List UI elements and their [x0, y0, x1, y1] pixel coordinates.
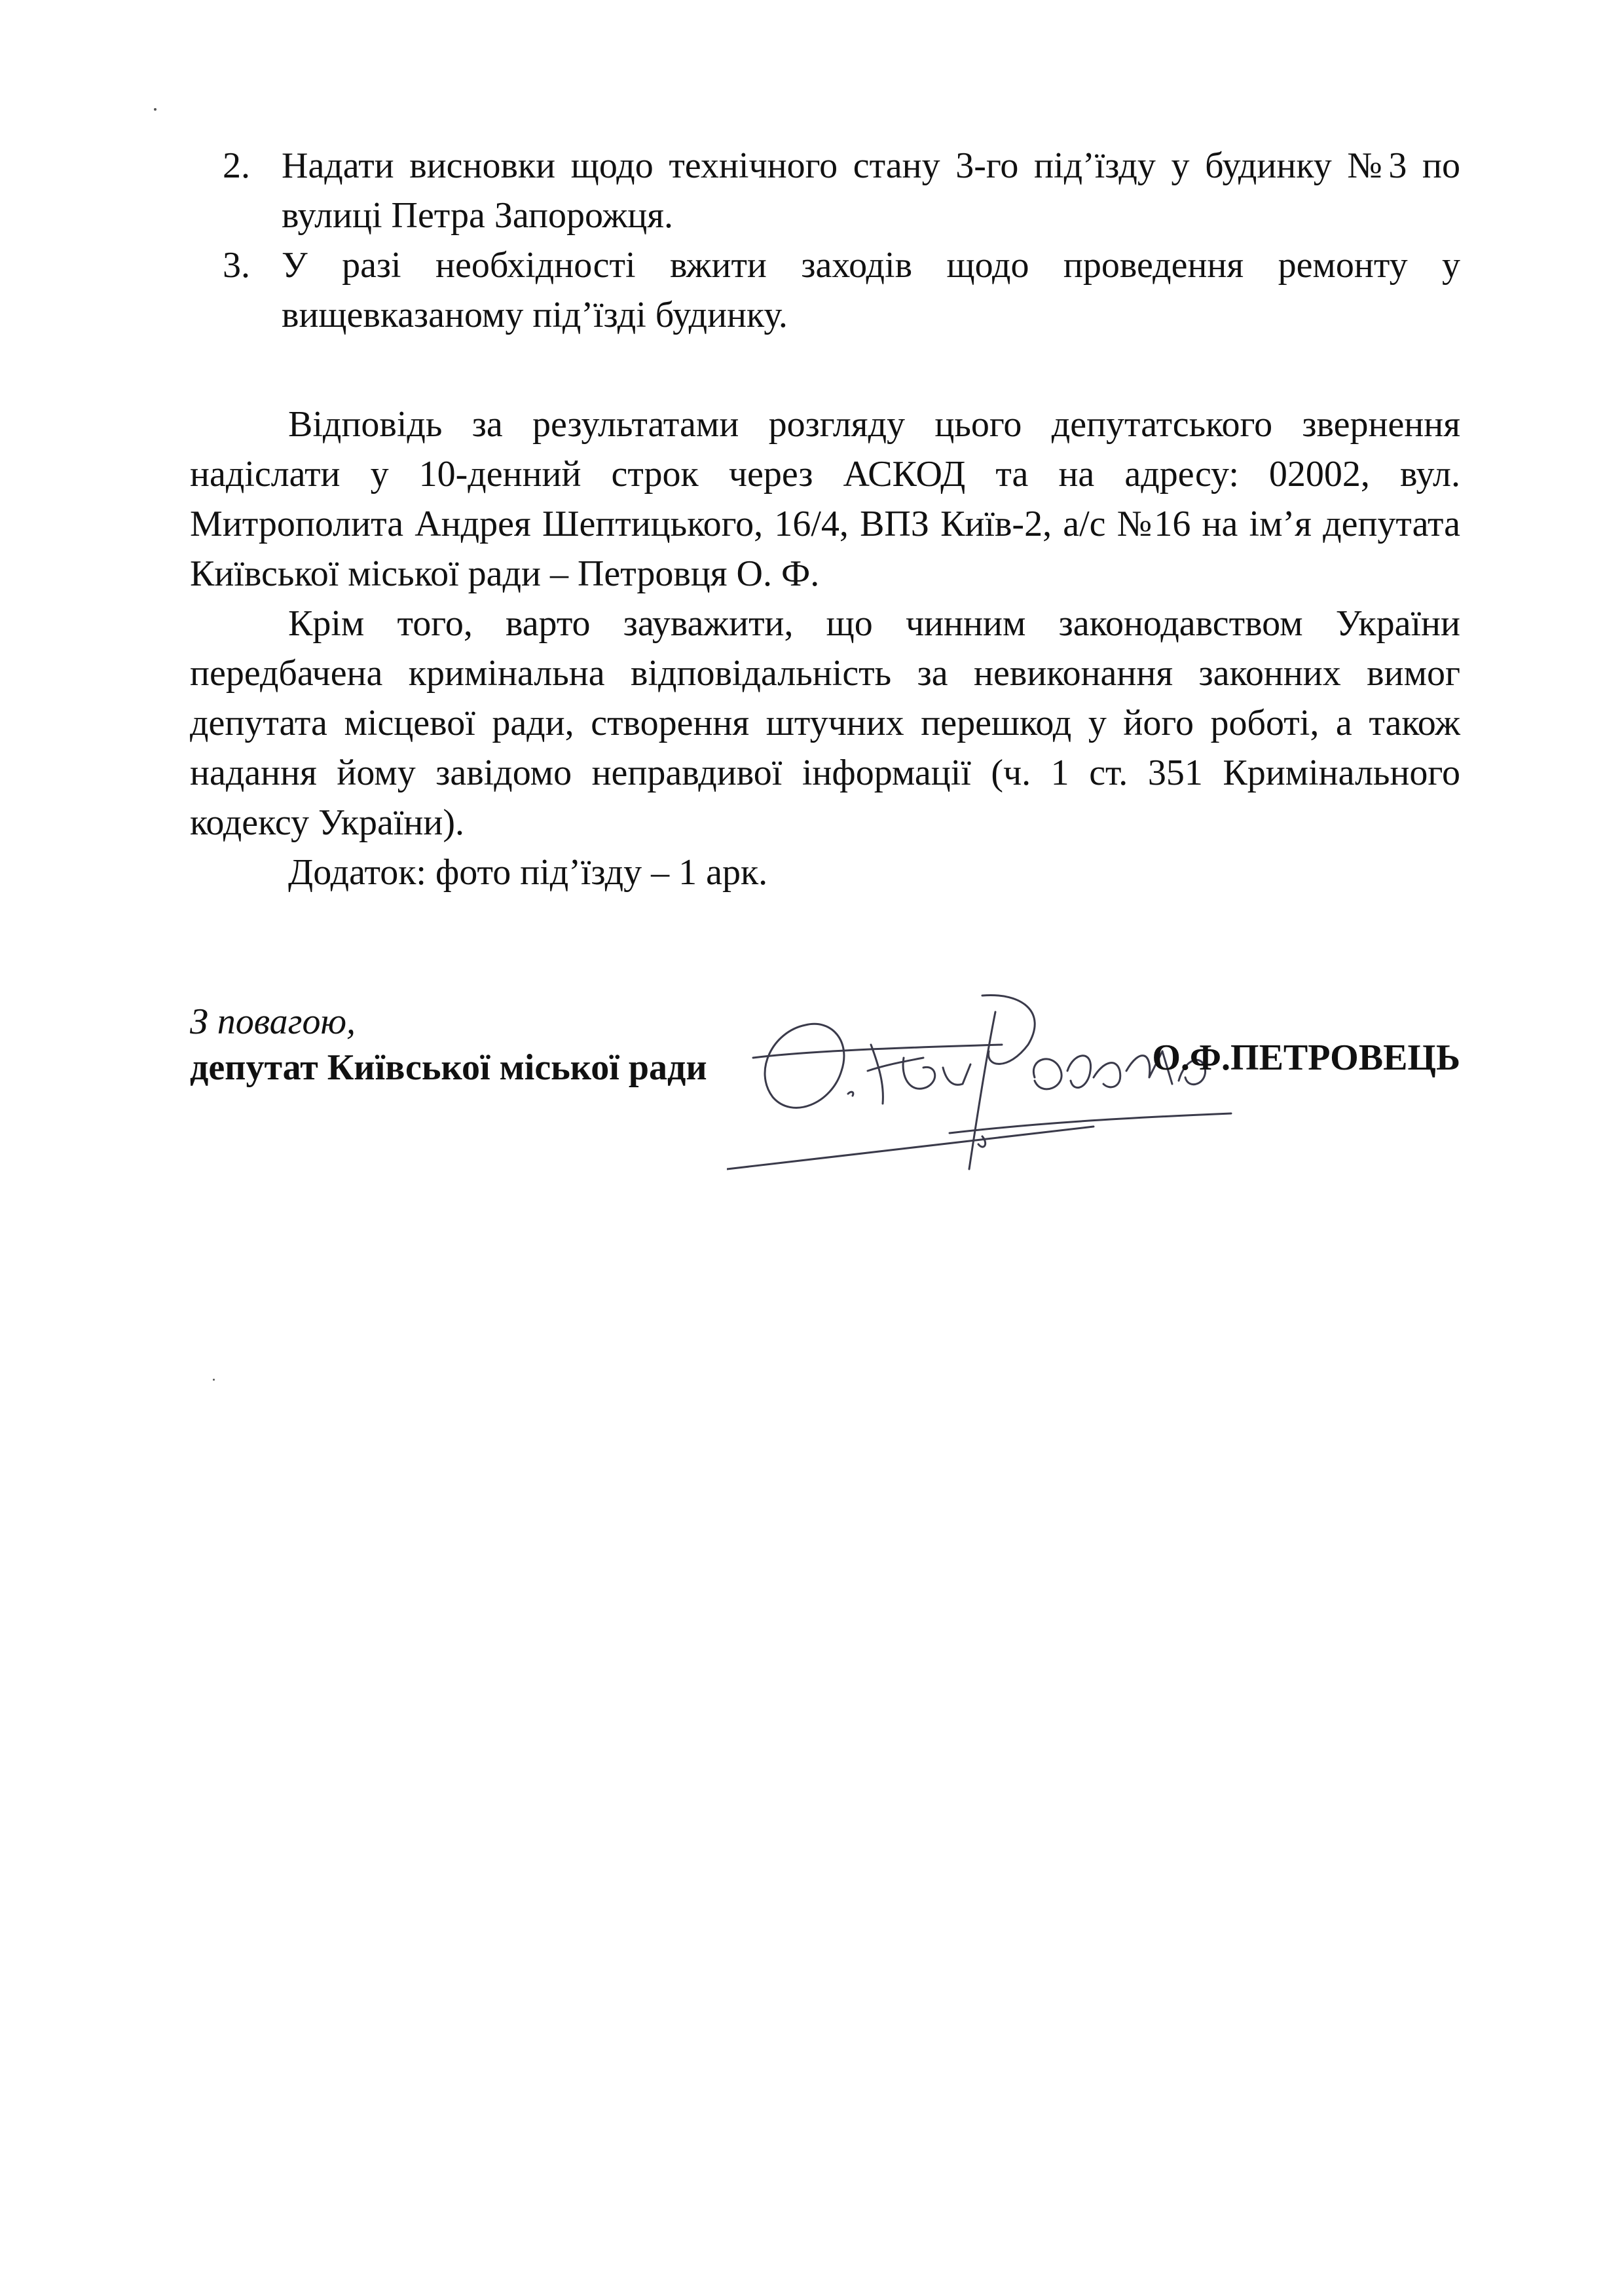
signer-name: О.Ф.ПЕТРОВЕЦЬ	[1152, 1037, 1460, 1078]
signature-block	[190, 999, 1460, 1195]
scan-speck	[213, 1379, 215, 1381]
list-item-text: У разі необхідності вжити заходів щодо проведення ремонту у вищевказаному під’їзді будинку.	[282, 245, 1460, 335]
numbered-list	[223, 141, 1460, 340]
scan-speck	[154, 108, 157, 111]
closing-greeting: З повагою,	[190, 1001, 356, 1042]
handwritten-signature	[727, 973, 1316, 1195]
list-item-number: 3.	[223, 245, 250, 286]
liability-paragraph: Крім того, варто зауважити, що чинним законодавством України передбачена кримінальна відповідальність за невиконання законних вимог депутата місцевої ради, створення штучних перешкод у його роботі, а також надання йому завідомо неправдивої інформації (ч. 1 ст. 351 Кримінального кодексу України).	[190, 603, 1460, 843]
list-item	[223, 240, 1460, 340]
list-item-number: 2.	[223, 145, 250, 186]
response-paragraph: Відповідь за результатами розгляду цього депутатського звернення надіслати у 10-денний строк через АСКОД та на адресу: 02002, вул. Митрополита Андрея Шептицького, 16/4, ВПЗ Київ-2, а/с №16 на ім’я депутата Київської міської ради – Петровця О. Ф.	[190, 404, 1460, 594]
list-item	[223, 141, 1460, 240]
signer-position: депутат Київської міської ради	[190, 1047, 707, 1088]
body-text	[190, 400, 1460, 897]
list-item-text: Надати висновки щодо технічного стану 3-го під’їзду у будинку №3 по вулиці Петра Запорожця.	[282, 145, 1460, 236]
attachment-line: Додаток: фото під’їзду – 1 арк.	[288, 852, 768, 893]
